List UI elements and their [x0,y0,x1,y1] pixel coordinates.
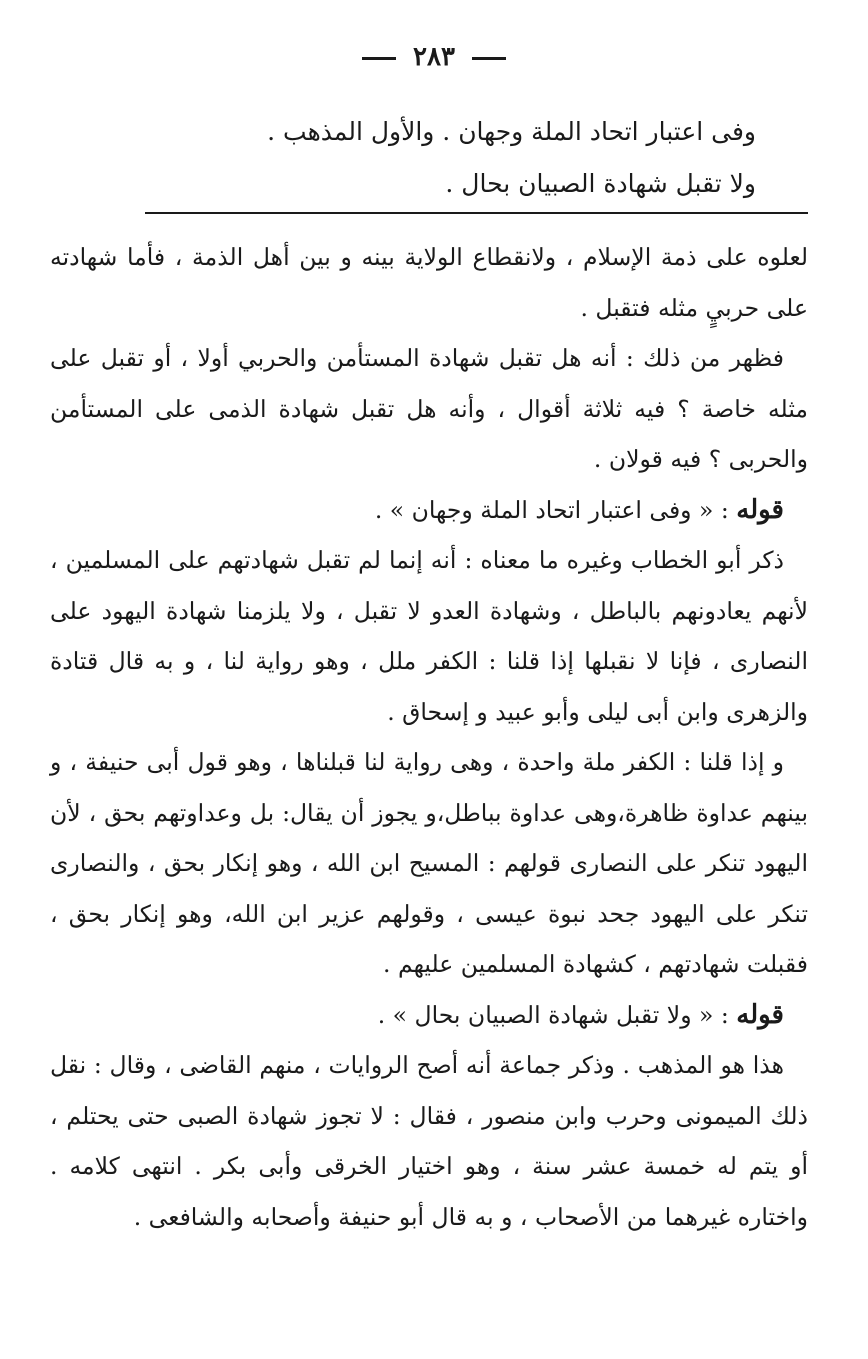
main-text-line-1: وفى اعتبار اتحاد الملة وجهان . والأول المذهب . [267,117,756,146]
quote-heading-text: : « وفى اعتبار اتحاد الملة وجهان » . [374,495,729,524]
page-number [0,42,868,72]
page-number-dash-left [362,57,396,60]
commentary-text [50,232,808,1242]
main-text [116,106,756,210]
quote-heading-word: قوله [736,494,784,525]
section-divider [145,212,808,214]
page-number-dash-right [472,57,506,60]
commentary-paragraph: لعلوه على ذمة الإسلام ، ولانقطاع الولاية بينه و بين أهل الذمة ، فأما شهادته على حربيٍ مثله فتقبل . [50,243,808,322]
quote-heading-text: : « ولا تقبل شهادة الصبيان بحال » . [377,1000,729,1029]
commentary-paragraph: ذكر أبو الخطاب وغيره ما معناه : أنه إنما لم تقبل شهادتهم على المسلمين ، لأنهم يعادونهم بالباطل ، وشهادة العدو لا تقبل ، ولا يلزمنا شهادة اليهود على النصارى ، فإنا لا نقبلها إذا قلنا : الكفر ملل ، وهو رواية لنا ، و به قال قتادة والزهرى وابن أبى ليلى وأبو عبيد و إسحاق . [50,546,808,726]
commentary-paragraph: فظهر من ذلك : أنه هل تقبل شهادة المستأمن والحربي أولا ، أو تقبل على مثله خاصة ؟ فيه ثلاثة أقوال ، وأنه هل تقبل شهادة الذمى على المستأمن والحربى ؟ فيه قولان . [50,344,808,473]
quote-heading [50,990,808,1041]
quote-heading [50,485,808,536]
quote-heading-word: قوله [736,999,784,1030]
main-text-line-2: ولا تقبل شهادة الصبيان بحال . [445,169,756,198]
commentary-paragraph: و إذا قلنا : الكفر ملة واحدة ، وهى رواية لنا قبلناها ، وهو قول أبى حنيفة ، و بينهم عداوة ظاهرة،وهى عداوة بباطل،و يجوز أن يقال: بل وعداوتهم بحق ، لأن اليهود تنكر على النصارى قولهم : المسيح ابن الله ، وهو إنكار بحق ، والنصارى تنكر على اليهود جحد نبوة عيسى ، وقولهم عزير ابن الله، وهو إنكار بحق ، فقبلت شهادتهم ، كشهادة المسلمين عليهم . [50,748,808,978]
page-number-text: ٢٨٣ [413,42,455,72]
commentary-paragraph: هذا هو المذهب . وذكر جماعة أنه أصح الروايات ، منهم القاضى ، وقال : نقل ذلك الميمونى وحرب وابن منصور ، فقال : لا تجوز شهادة الصبى حتى يحتلم ، أو يتم له خمسة عشر سنة ، وهو اختيار الخرقى وأبى بكر . انتهى كلامه . واختاره غيرهما من الأصحاب ، و به قال أبو حنيفة وأصحابه والشافعى . [50,1051,808,1231]
